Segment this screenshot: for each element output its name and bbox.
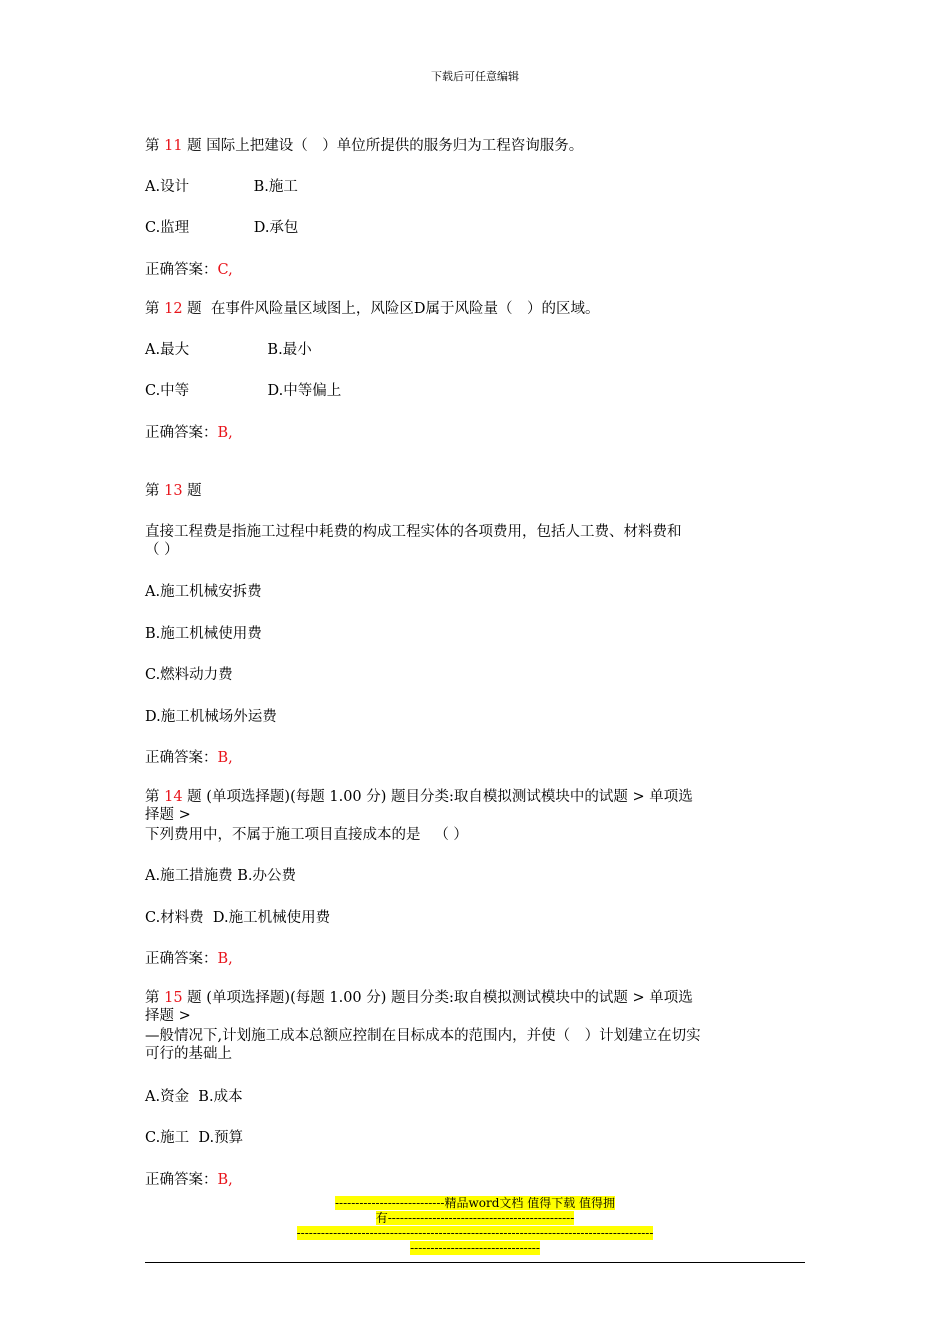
q14-options-cd: C.材料费 D.施工机械使用费 bbox=[145, 910, 331, 926]
q13-option-a: A.施工机械安拆费 bbox=[145, 584, 262, 600]
q11-title: 第 11 题 国际上把建设（ ）单位所提供的服务归为工程咨询服务。 bbox=[145, 138, 584, 154]
q15-stem-line1: —般情况下,计划施工成本总额应控制在目标成本的范围内，并使（ ）计划建立在切实 bbox=[145, 1028, 701, 1044]
q15-stem-line2: 可行的基础上 bbox=[145, 1046, 232, 1062]
q12-options-cd: C.中等 D.中等偏上 bbox=[145, 383, 342, 399]
q14-stem: 下列费用中，不属于施工项目直接成本的是 （ ） bbox=[145, 827, 468, 843]
q13-title: 第 13 题 bbox=[145, 483, 202, 499]
footer-line-3: ---------------------------------------------------------------------------------------- bbox=[296, 1226, 654, 1240]
q15-options-ab: A.资金 B.成本 bbox=[145, 1089, 243, 1105]
q14-answer: 正确答案：B, bbox=[145, 951, 233, 967]
page-header: 下载后可任意编辑 bbox=[431, 70, 519, 83]
footer-banner bbox=[145, 1196, 805, 1256]
q11-number: 11 bbox=[164, 138, 183, 154]
q11-options-ab: A.设计 B.施工 bbox=[145, 179, 298, 195]
footer-line-4: -------------------------------- bbox=[410, 1241, 540, 1255]
q11-answer-value: C, bbox=[217, 262, 233, 278]
q14-answer-value: B, bbox=[217, 951, 233, 967]
footer-divider bbox=[145, 1262, 805, 1263]
q15-number: 15 bbox=[164, 990, 183, 1006]
q14-number: 14 bbox=[164, 789, 183, 805]
q14-title: 第 14 题 (单项选择题)(每题 1.00 分) 题目分类:取自模拟测试模块中的试题 > 单项选 bbox=[145, 789, 693, 805]
q14-title-cont: 择题 > bbox=[145, 807, 191, 823]
q13-option-b: B.施工机械使用费 bbox=[145, 626, 262, 642]
q15-options-cd: C.施工 D.预算 bbox=[145, 1130, 244, 1146]
footer-line-2: 有---------------------------------------------- bbox=[375, 1211, 575, 1225]
q13-option-c: C.燃料动力费 bbox=[145, 667, 233, 683]
q13-option-d: D.施工机械场外运费 bbox=[145, 709, 277, 725]
q13-stem-line2: （ ） bbox=[145, 542, 179, 558]
q15-answer: 正确答案：B, bbox=[145, 1172, 233, 1188]
q13-answer: 正确答案：B, bbox=[145, 750, 233, 766]
q13-number: 13 bbox=[164, 483, 183, 499]
q15-answer-value: B, bbox=[217, 1172, 233, 1188]
q11-options-cd: C.监理 D.承包 bbox=[145, 220, 299, 236]
q15-title-cont: 择题 > bbox=[145, 1008, 191, 1024]
q12-title: 第 12 题 在事件风险量区域图上，风险区D属于风险量（ ）的区域。 bbox=[145, 301, 600, 317]
q12-answer-value: B, bbox=[217, 425, 233, 441]
q14-options-ab: A.施工措施费 B.办公费 bbox=[145, 868, 296, 884]
q15-title: 第 15 题 (单项选择题)(每题 1.00 分) 题目分类:取自模拟测试模块中的试题 > 单项选 bbox=[145, 990, 693, 1006]
q12-answer: 正确答案：B, bbox=[145, 425, 233, 441]
footer-line-1: ---------------------------精品word文档 值得下载 值得拥 bbox=[334, 1196, 616, 1210]
q12-number: 12 bbox=[164, 301, 183, 317]
q13-stem-line1: 直接工程费是指施工过程中耗费的构成工程实体的各项费用，包括人工费、材料费和 bbox=[145, 524, 682, 540]
q11-answer: 正确答案：C, bbox=[145, 262, 233, 278]
q13-answer-value: B, bbox=[217, 750, 233, 766]
q12-options-ab: A.最大 B.最小 bbox=[145, 342, 312, 358]
